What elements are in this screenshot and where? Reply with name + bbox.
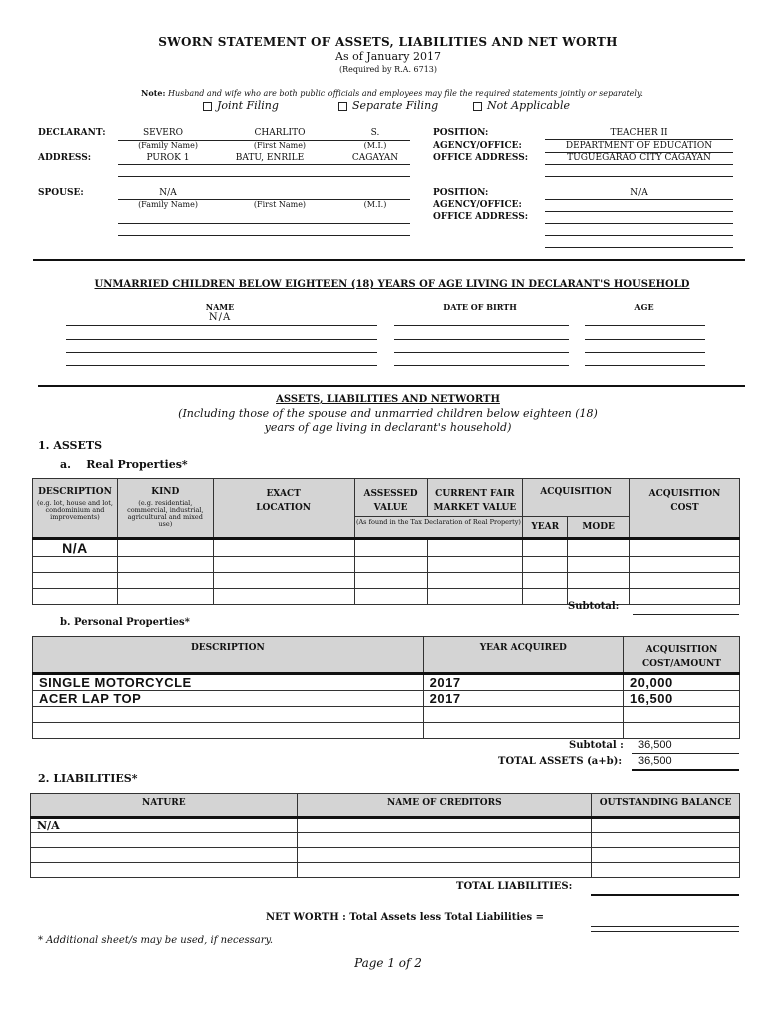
table-row: [33, 690, 740, 706]
liabilities-heading: 2. LIABILITIES*: [38, 772, 138, 785]
real-header-description: DESCRIPTION (e.g. lot, house and lot, condominium and improvements): [33, 479, 118, 539]
table-row: [33, 538, 740, 556]
real-header-cost: ACQUISITION COST: [630, 479, 740, 539]
table-row: [31, 833, 740, 848]
declarant-mi[interactable]: S.: [370, 128, 380, 138]
real-header-acquisition: ACQUISITION: [523, 479, 630, 517]
liabilities-header-balance: OUTSTANDING BALANCE: [592, 794, 740, 818]
page-title: SWORN STATEMENT OF ASSETS, LIABILITIES AND NET WORTH: [158, 35, 618, 49]
family-name-caption: (Family Name): [138, 141, 198, 150]
spouse-position[interactable]: N/A: [630, 188, 648, 198]
required-by: (Required by R.A. 6713): [338, 65, 438, 74]
checkbox-icon[interactable]: [203, 102, 212, 111]
office-address-label: OFFICE ADDRESS:: [433, 153, 529, 163]
real-header-found-note: (As found in the Tax Declaration of Real Property): [354, 516, 523, 538]
assets-heading: 1. ASSETS: [38, 439, 103, 452]
declarant-label: DECLARANT:: [38, 128, 106, 138]
table-row: [33, 588, 740, 604]
mi-caption: (M.I.): [363, 141, 387, 150]
personal-row-1-cost[interactable]: 20,000: [623, 673, 739, 690]
as-of-date: As of January 2017: [335, 50, 441, 63]
table-row: [33, 572, 740, 588]
declarant-first-name[interactable]: CHARLITO: [254, 128, 306, 138]
table-row: [31, 818, 740, 833]
separate-filing-label: Separate Filing: [352, 99, 439, 112]
spouse-office-address-label: OFFICE ADDRESS:: [433, 212, 529, 222]
children-entry[interactable]: N/A: [208, 312, 232, 323]
table-row: [33, 722, 740, 738]
section-divider: [33, 259, 745, 261]
table-row: [31, 863, 740, 878]
children-col-name: NAME: [205, 302, 235, 312]
alnw-heading: ASSETS, LIABILITIES AND NETWORTH: [276, 394, 500, 405]
spouse-label: SPOUSE:: [38, 188, 84, 198]
personal-header-cost: ACQUISITION COST/AMOUNT: [623, 637, 739, 674]
personal-subtotal-label: Subtotal :: [569, 740, 624, 751]
real-header-assessed: ASSESSED VALUE: [354, 479, 427, 517]
page-number: Page 1 of 2: [354, 956, 422, 970]
footnote: * Additional sheet/s may be used, if necessary.: [38, 935, 274, 946]
liabilities-entry-nature[interactable]: N/A: [31, 818, 298, 833]
declarant-agency[interactable]: DEPARTMENT OF EDUCATION: [565, 141, 713, 151]
liabilities-header-creditors: NAME OF CREDITORS: [297, 794, 592, 818]
table-row: [33, 706, 740, 722]
first-name-caption: (First Name): [253, 141, 307, 150]
real-header-year: YEAR: [523, 516, 568, 538]
net-worth-label: NET WORTH : Total Assets less Total Liabilities =: [266, 912, 544, 923]
real-properties-heading: a. Real Properties*: [60, 458, 188, 471]
separate-filing-option[interactable]: [338, 99, 438, 112]
personal-subtotal-value[interactable]: 36,500: [638, 739, 672, 751]
personal-row-2-cost[interactable]: 16,500: [623, 690, 739, 706]
real-subtotal-label: Subtotal:: [568, 601, 620, 612]
joint-filing-option[interactable]: [203, 99, 279, 112]
liabilities-header-nature: NATURE: [31, 794, 298, 818]
total-liabilities-label: TOTAL LIABILITIES:: [456, 881, 573, 892]
spouse-first-caption: (First Name): [253, 200, 307, 209]
spouse-family-name[interactable]: N/A: [159, 188, 177, 198]
address-label: ADDRESS:: [38, 153, 92, 163]
personal-header-year: YEAR ACQUIRED: [423, 637, 623, 674]
children-col-age: AGE: [634, 302, 654, 312]
personal-row-2-desc[interactable]: ACER LAP TOP: [33, 690, 424, 706]
spouse-position-label: POSITION:: [433, 188, 489, 198]
note-label: Note:: [141, 88, 166, 98]
personal-properties-heading: b. Personal Properties*: [60, 617, 190, 628]
not-applicable-label: Not Applicable: [487, 99, 571, 112]
personal-header-description: DESCRIPTION: [33, 637, 424, 674]
checkbox-icon[interactable]: [473, 102, 482, 111]
filing-note: [0, 88, 768, 98]
spouse-family-caption: (Family Name): [138, 200, 198, 209]
spouse-agency-label: AGENCY/OFFICE:: [433, 200, 522, 210]
real-header-kind: KIND (e.g. residential, commercial, industrial, agricultural and mixed use): [117, 479, 213, 539]
table-row: [33, 556, 740, 572]
personal-properties-table: [32, 636, 740, 739]
note-text: Husband and wife who are both public officials and employees may file the required statements jointly or separately.: [167, 89, 643, 98]
real-entry-description[interactable]: N/A: [33, 538, 118, 556]
total-assets-label: TOTAL ASSETS (a+b):: [498, 756, 623, 767]
declarant-position[interactable]: TEACHER II: [610, 128, 668, 138]
children-col-dob: DATE OF BIRTH: [443, 302, 517, 312]
checkbox-icon[interactable]: [338, 102, 347, 111]
joint-filing-label: Joint Filing: [217, 99, 279, 112]
table-row: [33, 673, 740, 690]
personal-row-1-desc[interactable]: SINGLE MOTORCYCLE: [33, 673, 424, 690]
alnw-subtitle-2: years of age living in declarant's household): [264, 421, 512, 434]
declarant-family-name[interactable]: SEVERO: [143, 128, 183, 138]
total-assets-value[interactable]: 36,500: [638, 755, 672, 767]
children-heading: UNMARRIED CHILDREN BELOW EIGHTEEN (18) YEARS OF AGE LIVING IN DECLARANT'S HOUSEHOLD: [94, 279, 690, 290]
address-line-3[interactable]: CAGAYAN: [351, 153, 399, 163]
address-line-1[interactable]: PUROK 1: [146, 153, 190, 163]
table-row: [31, 848, 740, 863]
declarant-office-address[interactable]: TUGUEGARAO CITY CAGAYAN: [567, 153, 711, 163]
real-header-location: EXACT LOCATION: [213, 479, 354, 539]
agency-label: AGENCY/OFFICE:: [433, 141, 522, 151]
address-line-2[interactable]: BATU, ENRILE: [235, 153, 305, 163]
real-properties-table: [32, 478, 740, 605]
section-divider-2: [38, 385, 745, 387]
real-header-market: CURRENT FAIR MARKET VALUE: [427, 479, 523, 517]
liabilities-table: [30, 793, 740, 878]
alnw-subtitle-1: (Including those of the spouse and unmarried children below eighteen (18): [178, 407, 598, 420]
personal-row-1-year[interactable]: 2017: [423, 673, 623, 690]
position-label: POSITION:: [433, 128, 489, 138]
real-header-mode: MODE: [568, 516, 630, 538]
not-applicable-option[interactable]: [473, 99, 570, 112]
personal-row-2-year[interactable]: 2017: [423, 690, 623, 706]
spouse-mi-caption: (M.I.): [363, 200, 387, 209]
